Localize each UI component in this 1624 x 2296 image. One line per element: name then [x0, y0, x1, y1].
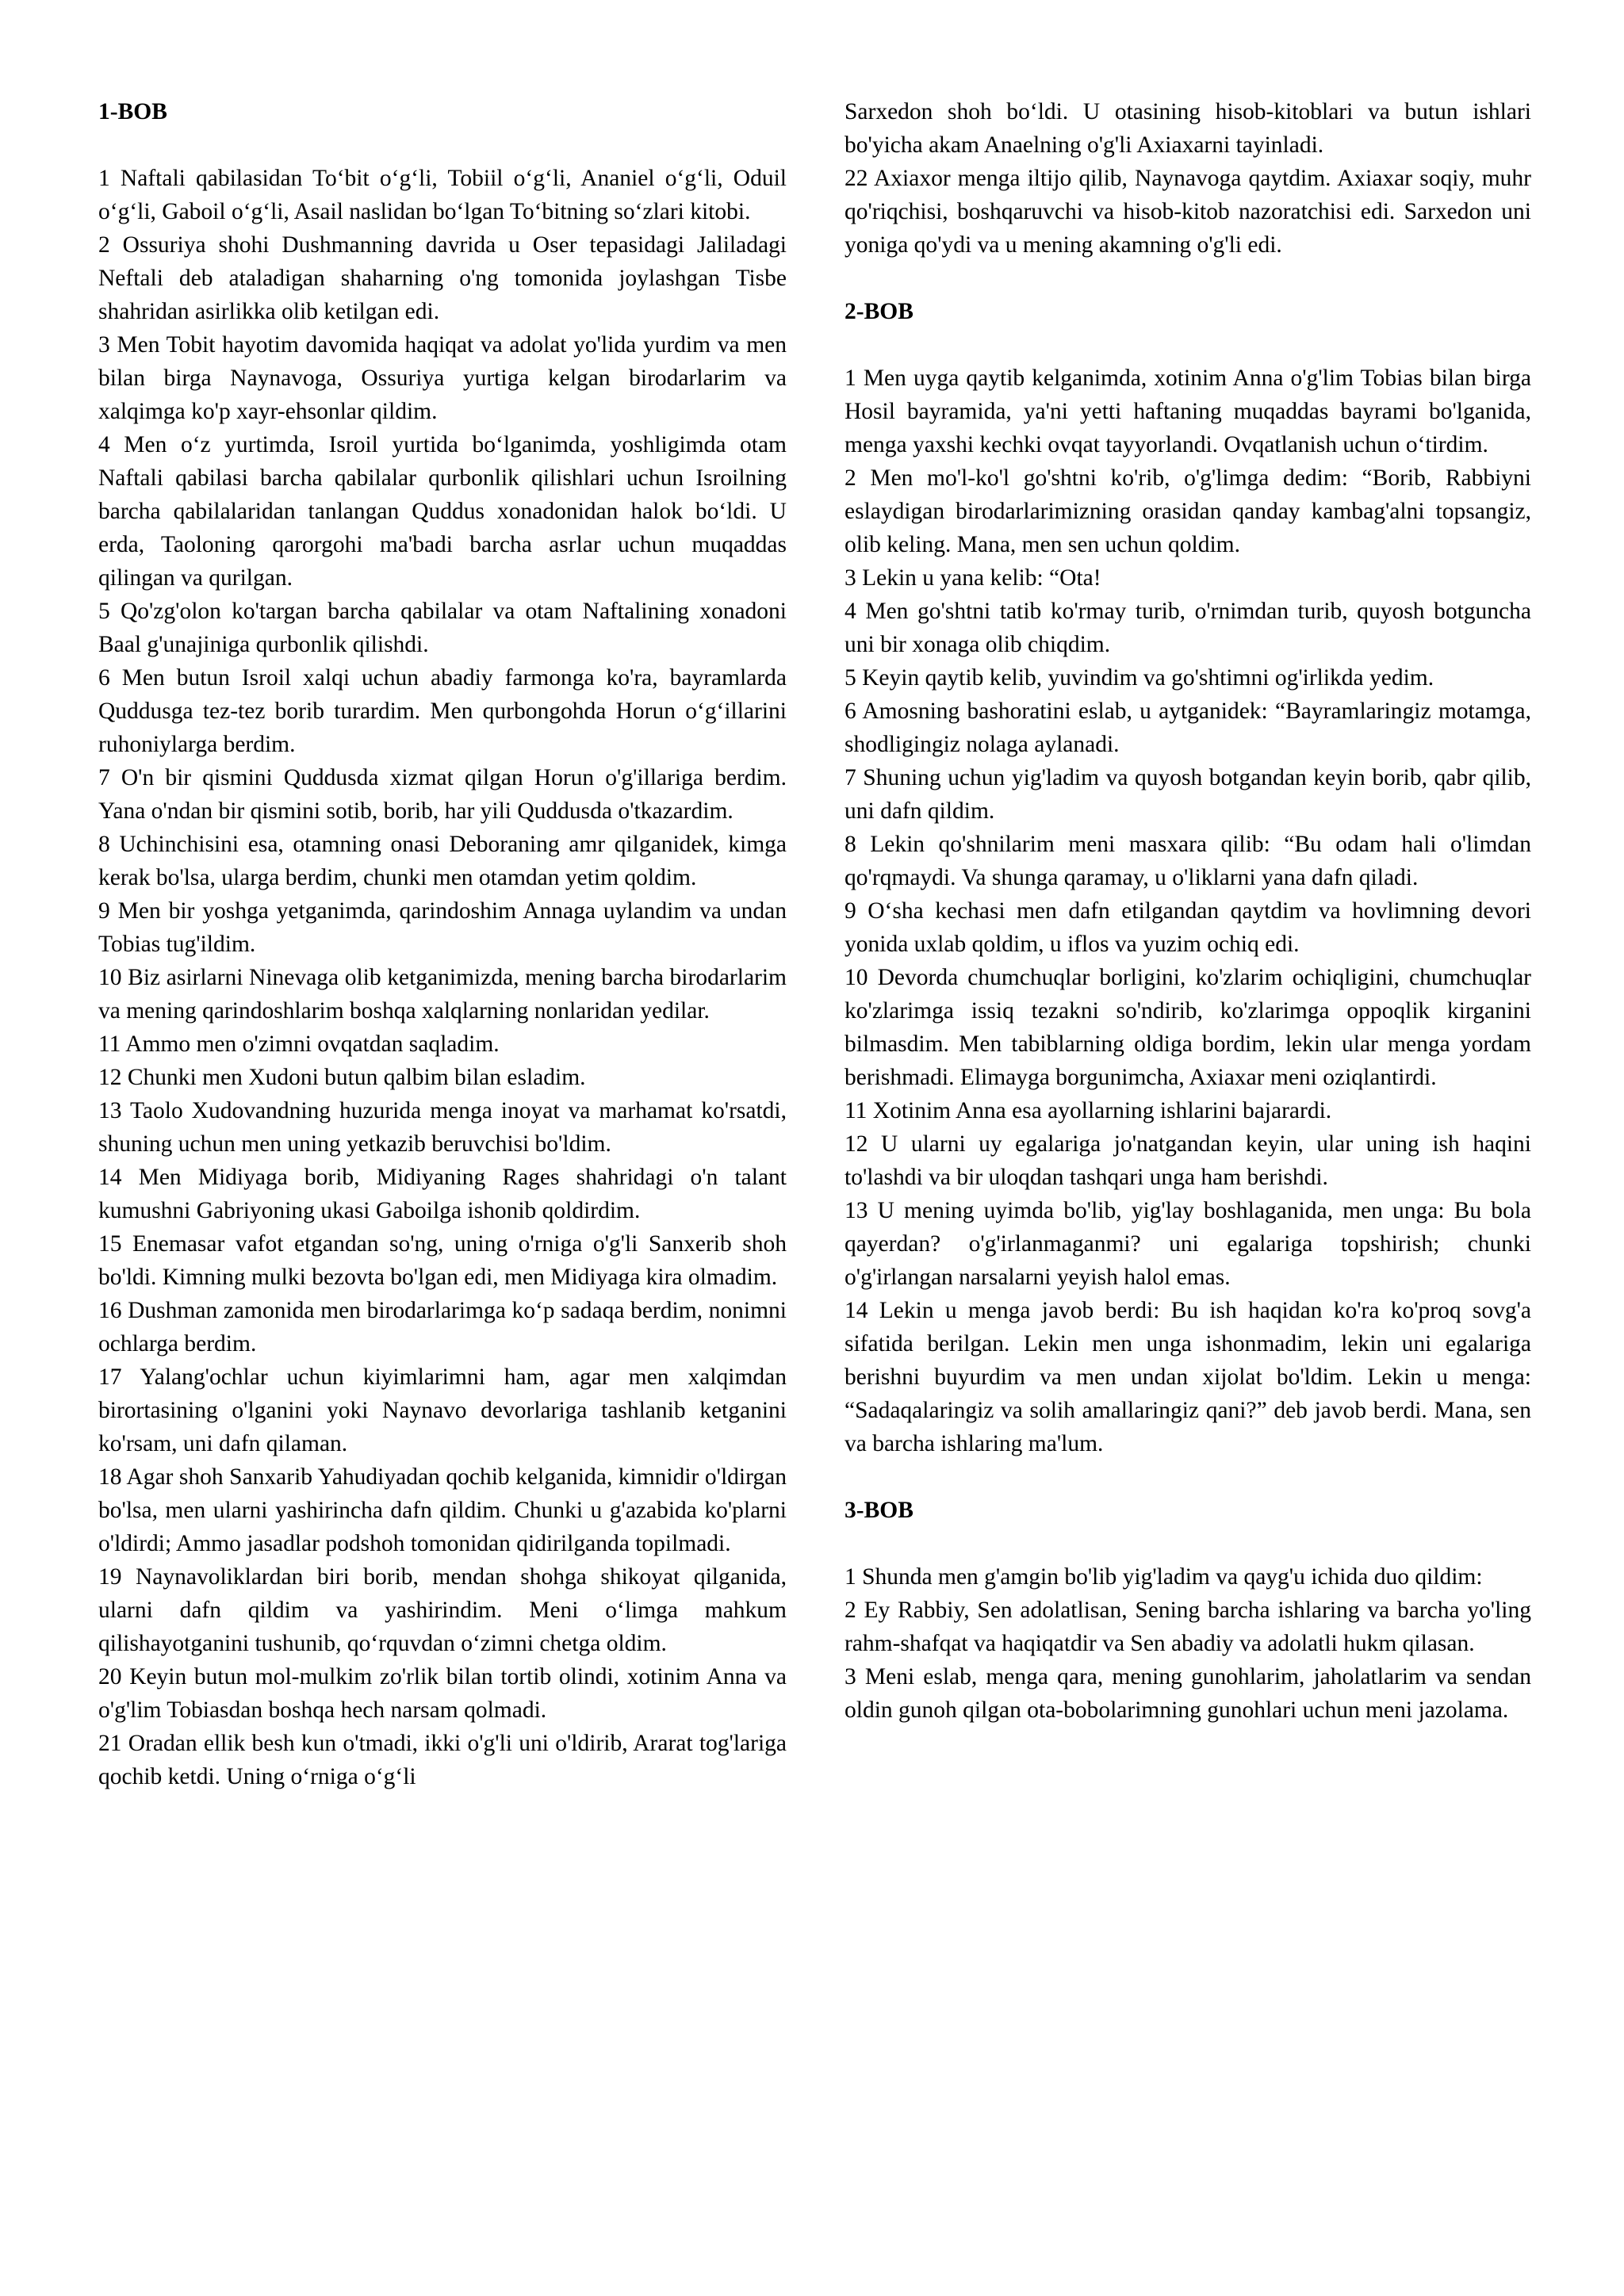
section-spacer — [98, 128, 787, 162]
verse-paragraph: 19 Naynavoliklardan biri borib, mendan shohga shikoyat qilganida, ularni dafn qildim va yashirindim. Meni o‘limga mahkum qilishayotganini tushunib, qo‘rquvdan o‘zimni chetga oldim. — [98, 1564, 787, 1656]
verse-paragraph: 1 Naftali qabilasidan To‘bit o‘g‘li, Tobiil o‘g‘li, Ananiel o‘g‘li, Oduil o‘g‘li, Gaboil o‘g‘li, Asail naslidan bo‘lgan To‘bitning so‘zlari kitobi. — [98, 166, 787, 224]
verse-paragraph: 8 Lekin qo'shnilarim meni masxara qilib: “Bu odam hali o'limdan qo'rqmaydi. Va shunga qaramay, u o'liklarni yana dafn qiladi. — [845, 832, 1531, 890]
verse-paragraph: 5 Keyin qaytib kelib, yuvindim va go'shtimni og'irlikda yedim. — [845, 665, 1434, 691]
section-spacer — [845, 1527, 1531, 1560]
verse-paragraph: 5 Qo'zg'olon ko'targan barcha qabilalar va otam Naftalining xonadoni Baal g'unajiniga qurbonlik qilishdi. — [98, 599, 787, 657]
left-column — [98, 95, 787, 1793]
verse-paragraph: 15 Enemasar vafot etgandan so'ng, uning o'rniga o'g'li Sanxerib shoh bo'ldi. Kimning mulki bezovta bo'lgan edi, men Midiyaga kira olmadim. — [98, 1231, 787, 1290]
section-spacer — [845, 328, 1531, 362]
section-spacer — [845, 262, 1531, 295]
verse-paragraph: 13 U mening uyimda bo'lib, yig'lay boshlaganida, men unga: Bu bola qayerdan? o'g'irlanmaganmi? uni egalariga topshirish; chunki o'g'irlangan narsalarni yeyish halol emas. — [845, 1198, 1531, 1290]
verse-paragraph: 3 Lekin u yana kelib: “Ota! — [845, 565, 1101, 591]
verse-paragraph: 10 Biz asirlarni Ninevaga olib ketganimizda, mening barcha birodarlarim va mening qarindoshlarim boshqa xalqlarning nonlaridan yedilar. — [98, 965, 787, 1024]
verse-paragraph: 7 Shuning uchun yig'ladim va quyosh botgandan keyin borib, qabr qilib, uni dafn qildim. — [845, 765, 1531, 824]
verse-paragraph: 11 Ammo men o'zimni ovqatdan saqladim. — [98, 1031, 500, 1057]
section-spacer — [845, 1460, 1531, 1494]
verse-paragraph: 20 Keyin butun mol-mulkim zo'rlik bilan tortib olindi, xotinim Anna va o'g'lim Tobiasdan boshqa hech narsam qolmadi. — [98, 1664, 787, 1723]
verse-paragraph: 16 Dushman zamonida men birodarlarimga ko‘p sadaqa berdim, nonimni ochlarga berdim. — [98, 1298, 787, 1357]
verse-paragraph: 13 Taolo Xudovandning huzurida menga inoyat va marhamat ko'rsatdi, shuning uchun men uning yetkazib beruvchisi bo'ldim. — [98, 1098, 787, 1157]
verse-paragraph: 9 O‘sha kechasi men dafn etilgandan qaytdim va hovlimning devori yonida uxlab qoldim, u iflos va yuzim ochiq edi. — [845, 898, 1531, 957]
verse-paragraph: 14 Lekin u menga javob berdi: Bu ish haqidan ko'ra ko'proq sovg'a sifatida berilgan. Lekin men unga ishonmadim, lekin uni egalariga berishni buyurdim va men undan xijolat bo'ldim. Lekin u menga: “Sadaqalaringiz va solih amallaringiz qani?” deb javob berdi. Mana, sen va barcha ishlaring ma'lum. — [845, 1298, 1531, 1456]
verse-paragraph: 6 Amosning bashoratini eslab, u aytganidek: “Bayramlaringiz motamga, shodligingiz nolaga aylanadi. — [845, 698, 1531, 757]
verse-paragraph: 2 Ossuriya shohi Dushmanning davrida u Oser tepasidagi Jaliladagi Neftali deb ataladigan shaharning o'ng tomonida joylashgan Tisbe shahridan asirlikka olib ketilgan edi. — [98, 232, 787, 324]
verse-paragraph: 3 Men Tobit hayotim davomida haqiqat va adolat yo'lida yurdim va men bilan birga Naynavoga, Ossuriya yurtiga kelgan birodarlarim va xalqimga ko'p xayr-ehsonlar qildim. — [98, 332, 787, 424]
verse-paragraph: 11 Xotinim Anna esa ayollarning ishlarini bajarardi. — [845, 1098, 1332, 1123]
verse-paragraph: 1 Shunda men g'amgin bo'lib yig'ladim va qayg'u ichida duo qildim: — [845, 1564, 1483, 1590]
chapter-heading: 1-BOB — [98, 99, 167, 124]
verse-paragraph: 2 Ey Rabbiy, Sen adolatlisan, Sening barcha ishlaring va barcha yo'ling rahm-shafqat va haqiqatdir va Sen abadiy va adolatli hukm qilasan. — [845, 1598, 1531, 1656]
verse-paragraph: 9 Men bir yoshga yetganimda, qarindoshim Annaga uylandim va undan Tobias tug'ildim. — [98, 898, 787, 957]
verse-paragraph: 4 Men go'shtni tatib ko'rmay turib, o'rnimdan turib, quyosh botguncha uni bir xonaga olib chiqdim. — [845, 599, 1531, 657]
verse-paragraph: 12 U ularni uy egalariga jo'natgandan keyin, ular uning ish haqini to'lashdi va bir uloqdan tashqari unga ham berishdi. — [845, 1131, 1531, 1190]
verse-paragraph: 22 Axiaxor menga iltijo qilib, Naynavoga qaytdim. Axiaxar soqiy, muhr qo'riqchisi, boshqaruvchi va hisob-kitob nazoratchisi edi. Sarxedon uni yoniga qo'ydi va u mening akamning o'g'li edi. — [845, 166, 1531, 258]
verse-paragraph: 2 Men mo'l-ko'l go'shtni ko'rib, o'g'limga dedim: “Borib, Rabbiyni eslaydigan birodarlarimizning orasidan qanday kambag'alni topsangiz, olib keling. Mana, men sen uchun qoldim. — [845, 465, 1531, 557]
chapter-heading: 2-BOB — [845, 299, 914, 324]
verse-paragraph: 12 Chunki men Xudoni butun qalbim bilan esladim. — [98, 1065, 586, 1090]
verse-paragraph: 18 Agar shoh Sanxarib Yahudiyadan qochib kelganida, kimnidir o'ldirgan bo'lsa, men ularni yashirincha dafn qildim. Chunki u g'azabida ko'plarni o'ldirdi; Ammo jasadlar podshoh tomonidan qidirilganda topilmadi. — [98, 1464, 787, 1556]
verse-paragraph: 17 Yalang'ochlar uchun kiyimlarimni ham, agar men xalqimdan birortasining o'lganini yoki Naynavo devorlariga tashlanib ketganini ko'rsam, uni dafn qilaman. — [98, 1364, 787, 1456]
verse-paragraph: 10 Devorda chumchuqlar borligini, ko'zlarim ochiqligini, chumchuqlar ko'zlarimga issiq tezakni so'ndirib, ko'zlarimga oppoqlik kirganini bilmasdim. Men tabiblarning oldiga bordim, lekin ular menga yordam berishmadi. Elimayga borgunimcha, Axiaxar meni oziqlantirdi. — [845, 965, 1531, 1090]
verse-paragraph: Sarxedon shoh bo‘ldi. U otasining hisob-kitoblari va butun ishlari bo'yicha akam Anaelning o'g'li Axiaxarni tayinladi. — [845, 99, 1531, 158]
verse-paragraph: 14 Men Midiyaga borib, Midiyaning Rages shahridagi o'n talant kumushni Gabriyoning ukasi Gaboilga ishonib qoldirdim. — [98, 1165, 787, 1223]
verse-paragraph: 7 O'n bir qismini Quddusda xizmat qilgan Horun o'g'illariga berdim. Yana o'ndan bir qismini sotib, borib, har yili Quddusda o'tkazardim. — [98, 765, 787, 824]
right-column — [845, 95, 1531, 1727]
verse-paragraph: 21 Oradan ellik besh kun o'tmadi, ikki o'g'li uni o'ldirib, Ararat tog'lariga qochib ketdi. Uning o‘rniga o‘g‘li — [98, 1731, 787, 1789]
verse-paragraph: 6 Men butun Isroil xalqi uchun abadiy farmonga ko'ra, bayramlarda Quddusga tez-tez borib turardim. Men qurbongohda Horun o‘g‘illarini ruhoniylarga berdim. — [98, 665, 787, 757]
chapter-heading: 3-BOB — [845, 1498, 914, 1523]
verse-paragraph: 3 Meni eslab, menga qara, mening gunohlarim, jaholatlarim va sendan oldin gunoh qilgan ota-bobolarimning gunohlari uchun meni jazolama. — [845, 1664, 1531, 1723]
verse-paragraph: 4 Men o‘z yurtimda, Isroil yurtida bo‘lganimda, yoshligimda otam Naftali qabilasi barcha qabilalar qurbonlik qilishlari uchun Isroilning barcha qabilalaridan tanlangan Quddus xonadonidan halok bo‘ldi. U erda, Taoloning qarorgohi ma'badi barcha asrlar uchun muqaddas qilingan va qurilgan. — [98, 432, 787, 591]
verse-paragraph: 8 Uchinchisini esa, otamning onasi Deboraning amr qilganidek, kimga kerak bo'lsa, ularga berdim, chunki men otamdan yetim qoldim. — [98, 832, 787, 890]
verse-paragraph: 1 Men uyga qaytib kelganimda, xotinim Anna o'g'lim Tobias bilan birga Hosil bayramida, ya'ni yetti haftaning muqaddas bayrami bo'lganida, menga yaxshi kechki ovqat tayyorlandi. Ovqatlanish uchun o‘tirdim. — [845, 365, 1531, 457]
